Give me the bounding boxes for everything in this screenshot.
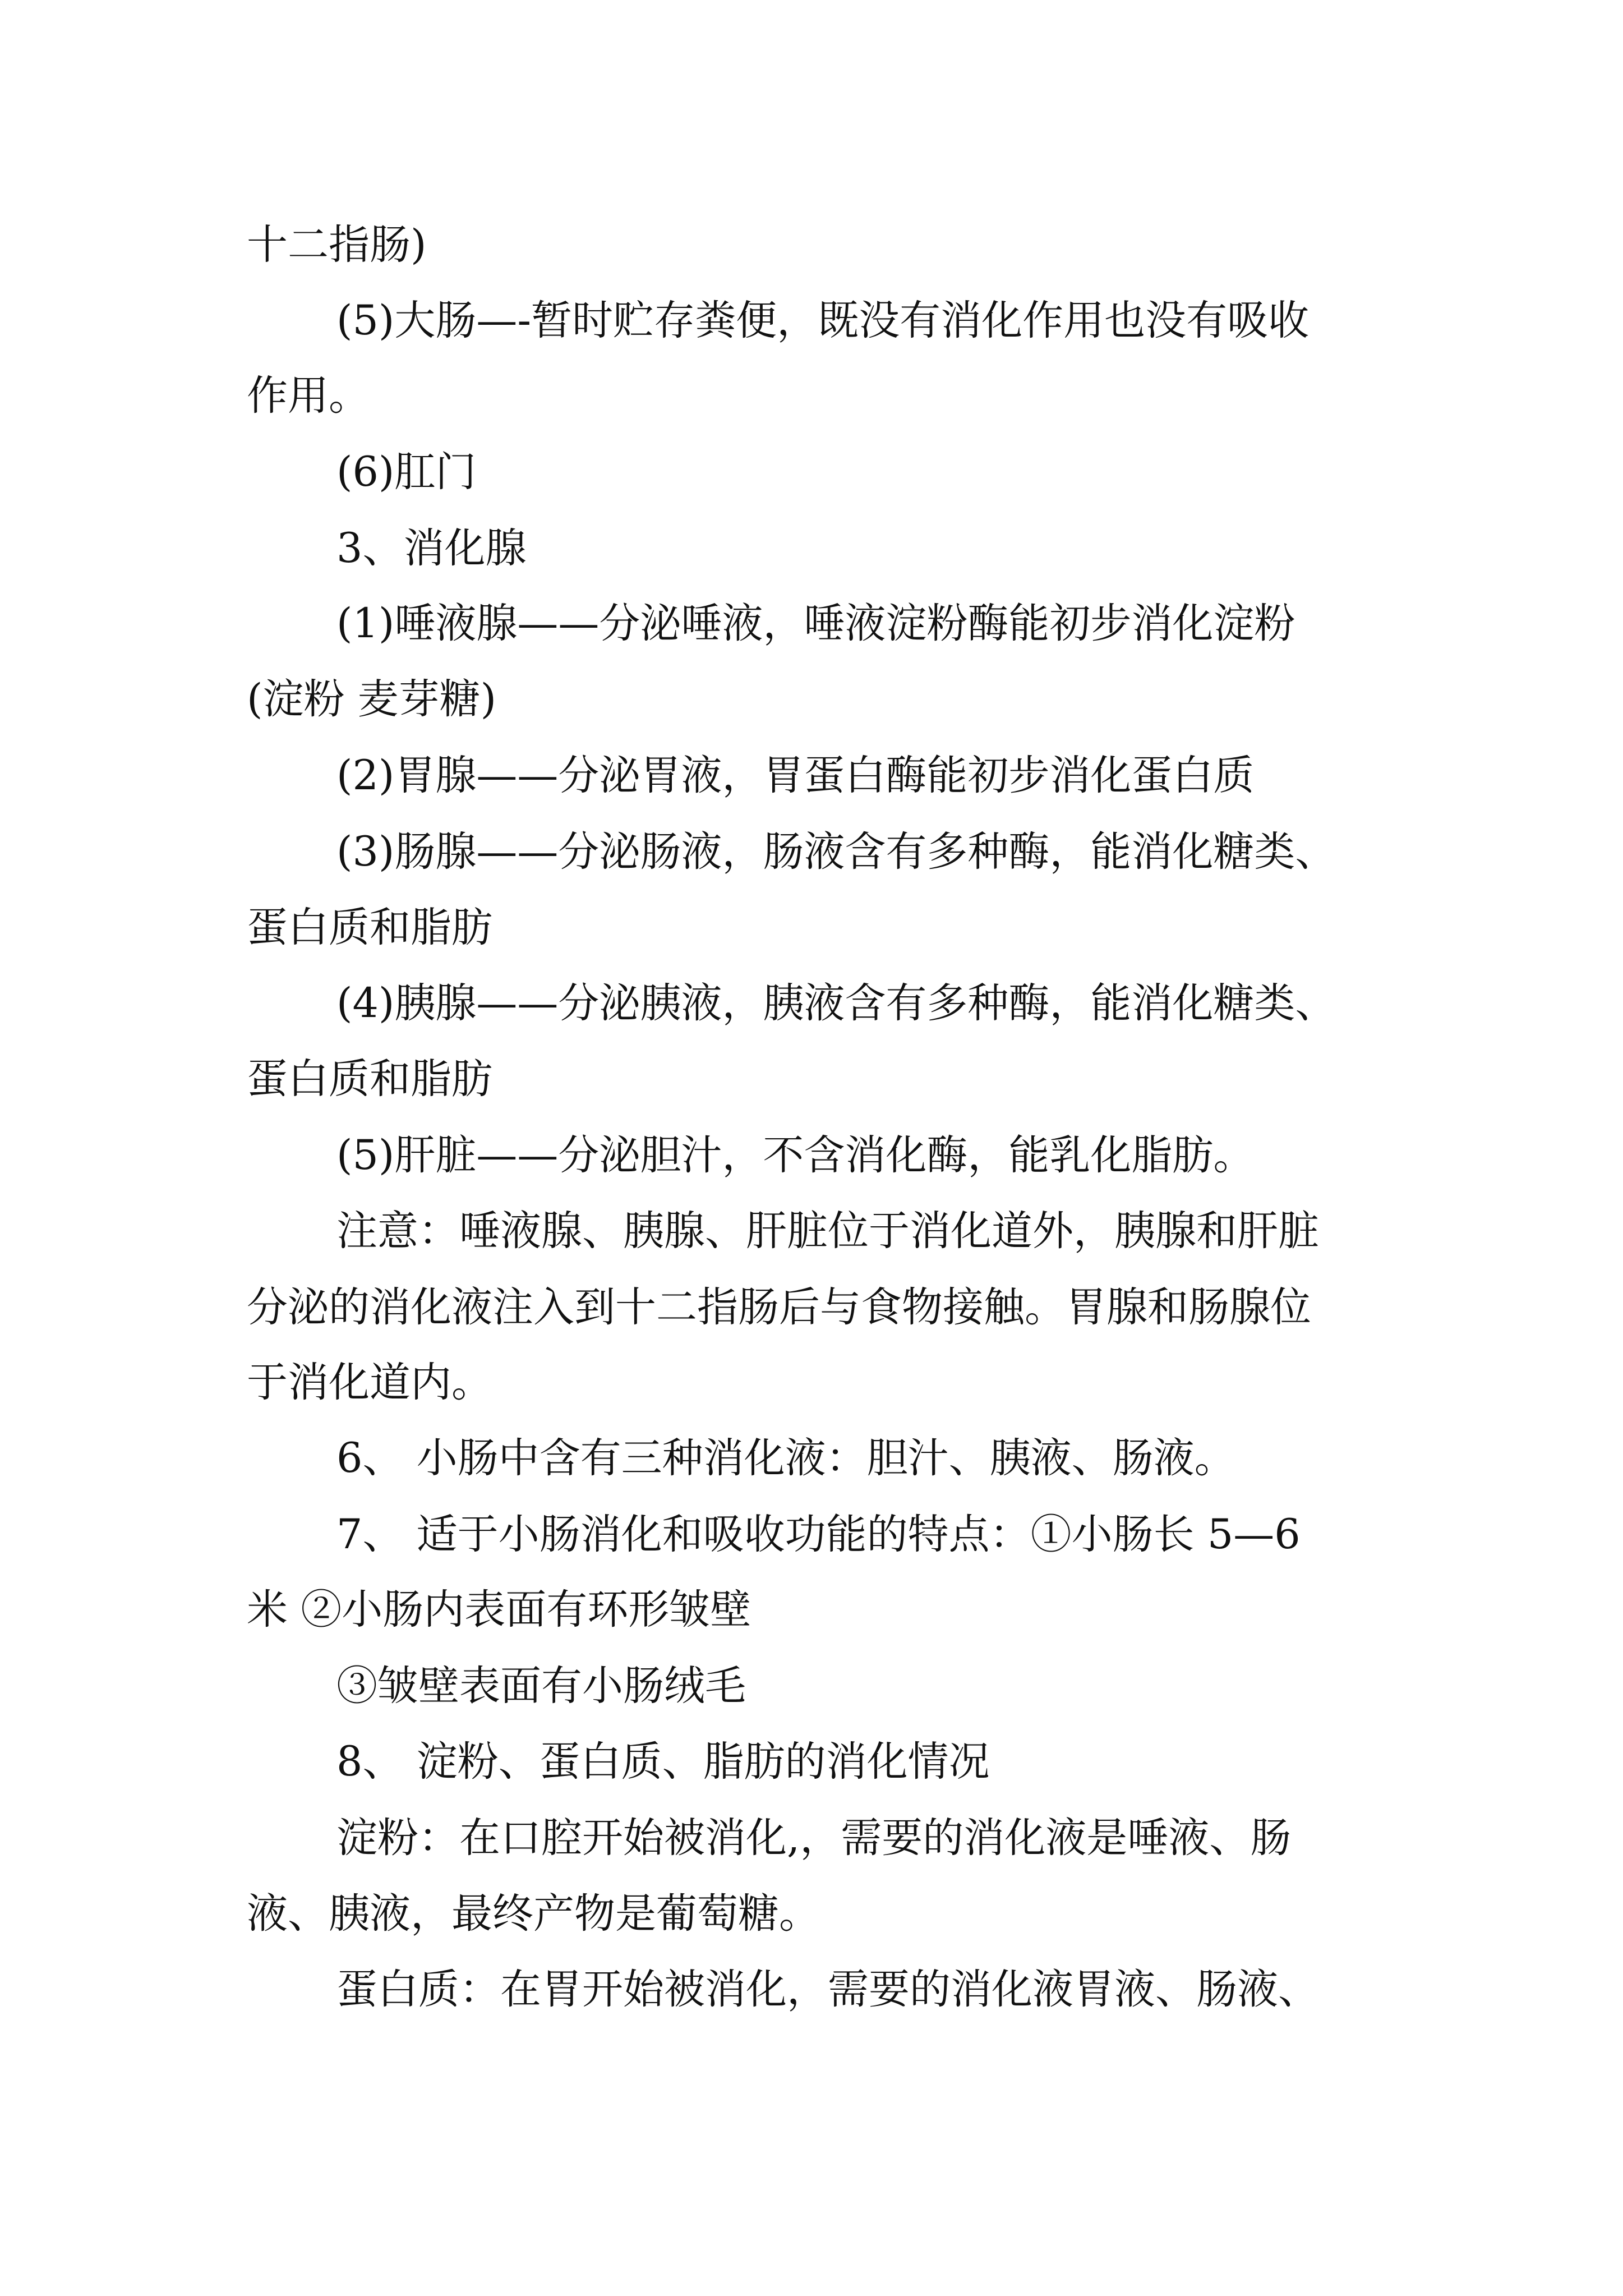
text-line: 8、 淀粉、蛋白质、脂肪的消化情况	[336, 1738, 990, 1786]
text-line: 7、 适于小肠消化和吸收功能的特点：①小肠长 5—6	[336, 1511, 1301, 1558]
text-line: 米 ②小肠内表面有环形皱壁	[247, 1586, 751, 1634]
text-line: 十二指肠)	[247, 221, 427, 269]
text-line: (5)肝脏——分泌胆汁，不含消化酶，能乳化脂肪。	[336, 1131, 1255, 1179]
text-line: 注意：唾液腺、胰腺、肝脏位于消化道外，胰腺和肝脏	[336, 1207, 1319, 1255]
text-line: (1)唾液腺——分泌唾液，唾液淀粉酶能初步消化淀粉	[336, 600, 1295, 647]
text-line: 6、 小肠中含有三种消化液：胆汁、胰液、肠液。	[336, 1434, 1235, 1482]
text-line: (4)胰腺——分泌胰液，胰液含有多种酶，能消化糖类、	[336, 979, 1336, 1027]
text-line: 蛋白质和脂肪	[247, 904, 492, 951]
text-line: 3、消化腺	[336, 524, 527, 572]
text-line: 于消化道内。	[247, 1359, 492, 1406]
text-line: 蛋白质和脂肪	[247, 1055, 492, 1103]
text-line: 蛋白质：在胃开始被消化，需要的消化液胃液、肠液、	[336, 1966, 1319, 2013]
text-line: (2)胃腺——分泌胃液，胃蛋白酶能初步消化蛋白质	[336, 752, 1255, 799]
text-line: ③皱壁表面有小肠绒毛	[336, 1662, 746, 1710]
text-line: (6)肛门	[336, 448, 477, 496]
text-line: 分泌的消化液注入到十二指肠后与食物接触。胃腺和肠腺位	[247, 1283, 1311, 1331]
text-line: 淀粉：在口腔开始被消化,，需要的消化液是唾液、肠	[336, 1814, 1292, 1862]
text-line: (3)肠腺——分泌肠液，肠液含有多种酶，能消化糖类、	[336, 828, 1336, 876]
text-line: 液、胰液，最终产物是葡萄糖。	[247, 1890, 820, 1938]
text-line: (5)大肠—-暂时贮存粪便，既没有消化作用也没有吸收	[336, 297, 1310, 344]
text-line: 作用。	[247, 372, 370, 420]
text-line: (淀粉 麦芽糖)	[247, 675, 497, 723]
